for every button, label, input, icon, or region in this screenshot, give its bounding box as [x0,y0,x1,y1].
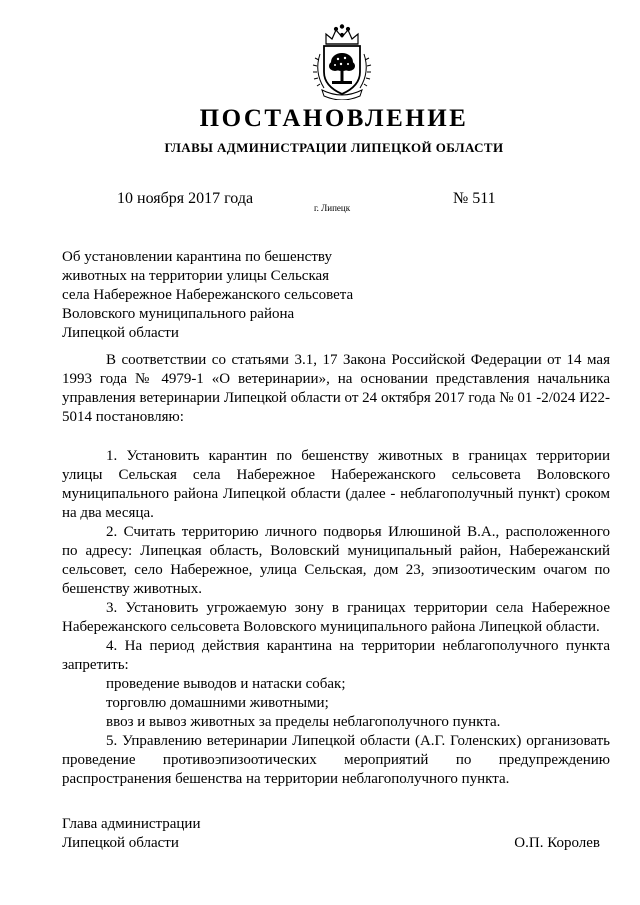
item-3-paragraph: 3. Установить угрожаемую зону в границах территории села Набережное Набережанского сельсовета Воловского муниципального района Липецкой области. [62,600,610,635]
signatory-position-line: Глава администрации [62,816,201,832]
preamble-paragraph: В соответствии со статьями 3.1, 17 Закона Российской Федерации от 14 мая 1993 года № 4979-1 «О ветеринарии», на основании представления начальника управления ветеринарии Липецкой области от 24 октября 2017 года № 01 -2/024 И22-5014 постановляю: [62,352,610,425]
item-1-paragraph: 1. Установить карантин по бешенству животных в границах территории улицы Сельская села Набережное Набережанского сельсовета Воловского муниципального района Липецкой области (далее - неблагополучный пункт) сроком на два месяца. [62,448,610,521]
subject-line: Воловского муниципального района [62,306,295,322]
document-subject [62,248,392,343]
item-2-paragraph: 2. Считать территорию личного подворья Илюшиной В.А., расположенного по адресу: Липецкая область, Воловский муниципальный район, Набережанский сельсовет, село Набережное, улица Сельская, дом 23, эпизоотическим очагом по бешенству животных. [62,524,610,597]
subject-line: села Набережное Набережанского сельсовета [62,287,354,303]
subject-line: животных на территории улицы Сельская [62,268,330,284]
document-title: ПОСТАНОВЛЕНИЕ [199,105,469,132]
item-4-sub-3: ввоз и вывоз животных за пределы неблагополучного пункта. [106,714,501,730]
signatory-name: О.П. Королев [514,835,600,851]
document-date: 10 ноября 2017 года [117,190,254,207]
document-body [62,351,610,789]
document-city: г. Липецк [314,203,351,213]
signatory-position-line: Липецкой области [62,835,179,851]
coat-of-arms-icon [312,24,372,100]
item-4-sub-2: торговлю домашними животными; [106,695,329,711]
subject-line: Об установлении карантина по бешенству [62,249,332,265]
document-number: № 511 [453,190,496,207]
item-5-paragraph: 5. Управлению ветеринарии Липецкой области (А.Г. Голенских) организовать проведение противоэпизоотических мероприятий по предупреждению распространения бешенства на территории неблагополучного пункта. [62,733,610,787]
document-subtitle: ГЛАВЫ АДМИНИСТРАЦИИ ЛИПЕЦКОЙ ОБЛАСТИ [164,140,504,155]
subject-line: Липецкой области [62,325,179,341]
item-4-paragraph: 4. На период действия карантина на территории неблагополучного пункта запретить: [62,638,610,673]
signatory-position [62,815,200,853]
item-4-sub-1: проведение выводов и натаски собак; [106,676,346,692]
